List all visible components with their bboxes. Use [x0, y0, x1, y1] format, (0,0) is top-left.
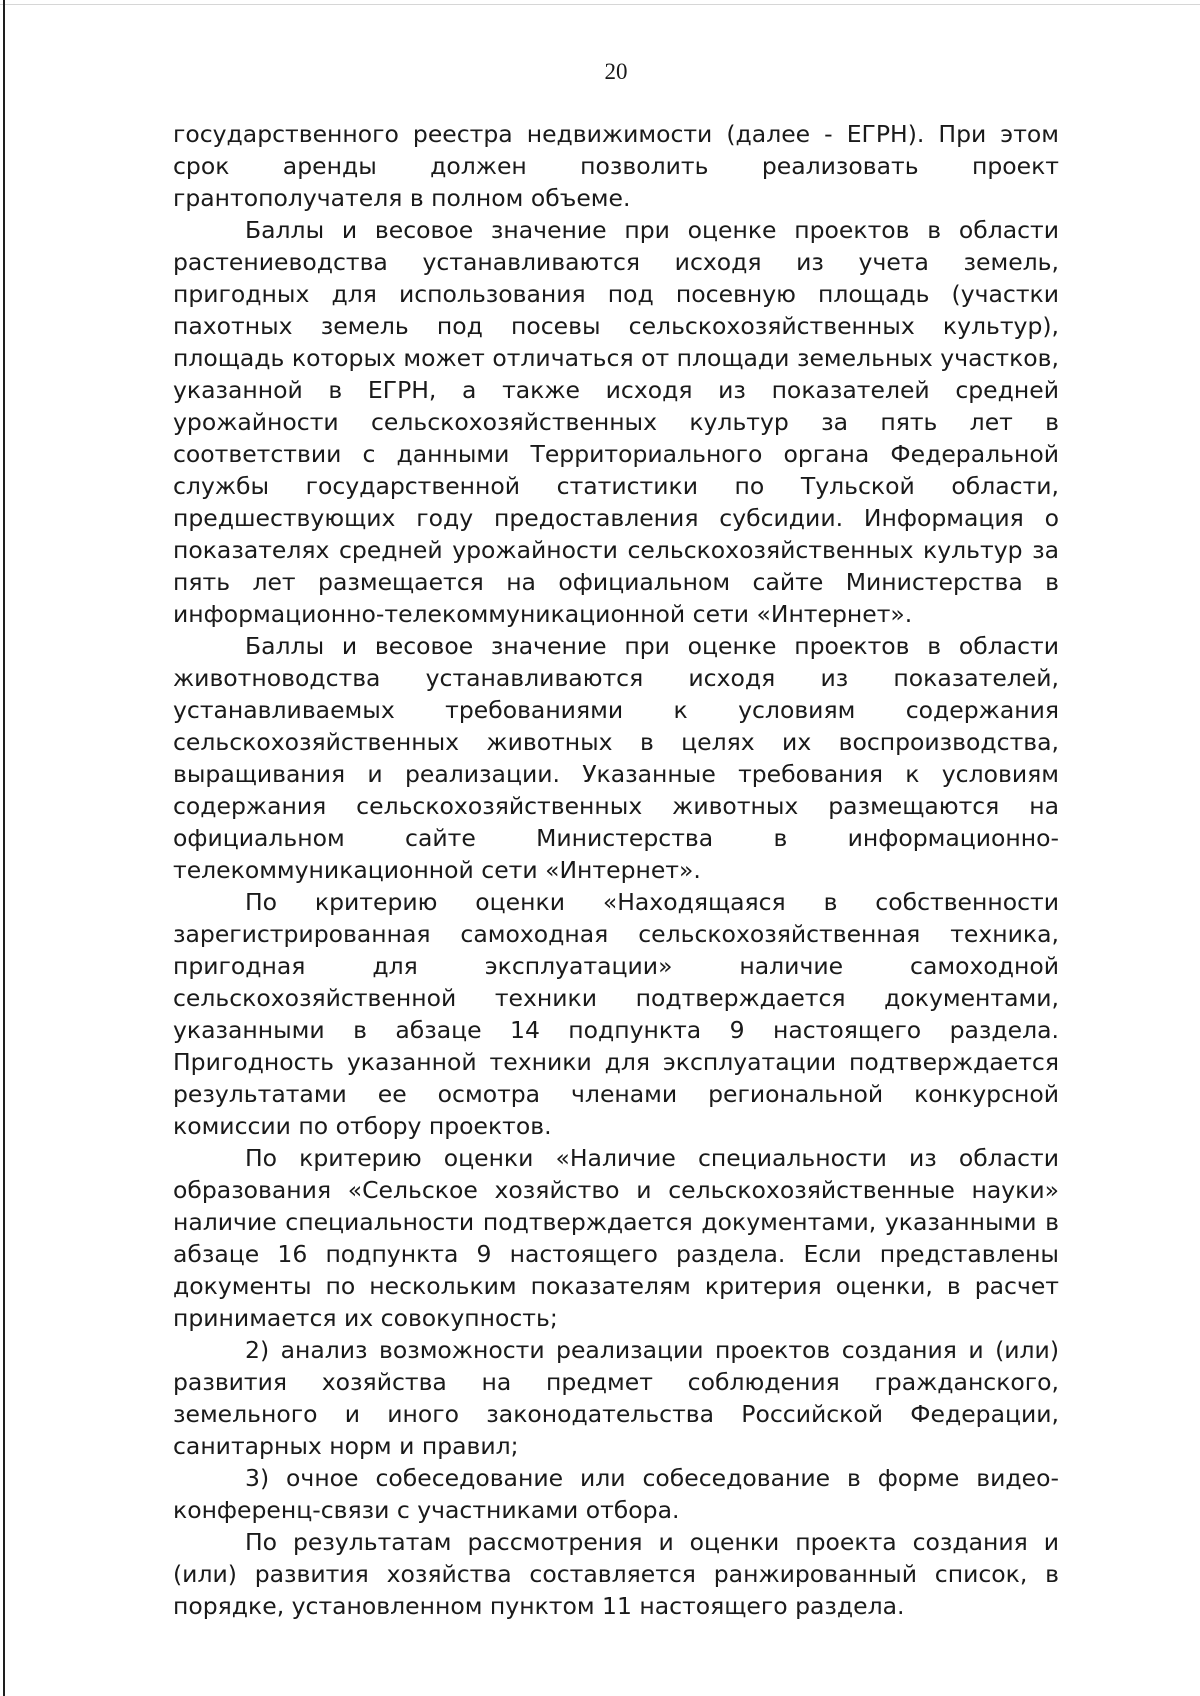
paragraph-education-criterion: По критерию оценки «Наличие специальности из области образования «Сельское хозяйство и сельскохозяйственные науки» наличие специальности подтверждается документами, указанными в абзаце 16 подпункта 9 настоящего раздела. Если представлены документы по нескольким показателям критерия оценки, в расчет принимается их совокупность;: [173, 1144, 1059, 1332]
document-body: [173, 118, 1059, 1622]
paragraph-item-2: 2) анализ возможности реализации проектов создания и (или) развития хозяйства на предмет соблюдения гражданского, земельного и иного законодательства Российской Федерации, санитарных норм и правил;: [173, 1336, 1059, 1460]
paragraph-lease-term: государственного реестра недвижимости (далее - ЕГРН). При этом срок аренды должен позволить реализовать проект грантополучателя в полном объеме.: [173, 120, 1059, 212]
paragraph-crop-scoring: Баллы и весовое значение при оценке проектов в области растениеводства устанавливаются исходя из учета земель, пригодных для использования под посевную площадь (участки пахотных земель под посевы сельскохозяйственных культур), площадь которых может отличаться от площади земельных участков, указанной в ЕГРН, а также исходя из показателей средней урожайности сельскохозяйственных культур за пять лет в соответствии с данными Территориального органа Федеральной службы государственной статистики по Тульской области, предшествующих году предоставления субсидии. Информация о показателях средней урожайности сельскохозяйственных культур за пять лет размещается на официальном сайте Министерства в информационно-телекоммуникационной сети «Интернет».: [173, 216, 1059, 628]
paragraph-ranking: По результатам рассмотрения и оценки проекта создания и (или) развития хозяйства составляется ранжированный список, в порядке, установленном пунктом 11 настоящего раздела.: [173, 1528, 1059, 1620]
paragraph-livestock-scoring: Баллы и весовое значение при оценке проектов в области животноводства устанавливаются исходя из показателей, устанавливаемых требованиями к условиям содержания сельскохозяйственных животных в целях их воспроизводства, выращивания и реализации. Указанные требования к условиям содержания сельскохозяйственных животных размещаются на официальном сайте Министерства в информационно-телекоммуникационной сети «Интернет».: [173, 632, 1059, 884]
page-number: 20: [604, 59, 628, 84]
paragraph-item-3: 3) очное собеседование или собеседование в форме видео-конференц-связи с участниками отбора.: [173, 1464, 1059, 1524]
paragraph-machinery-criterion: По критерию оценки «Находящаяся в собственности зарегистрированная самоходная сельскохозяйственная техника, пригодная для эксплуатации» наличие самоходной сельскохозяйственной техники подтверждается документами, указанными в абзаце 14 подпункта 9 настоящего раздела. Пригодность указанной техники для эксплуатации подтверждается результатами ее осмотра членами региональной конкурсной комиссии по отбору проектов.: [173, 888, 1059, 1140]
